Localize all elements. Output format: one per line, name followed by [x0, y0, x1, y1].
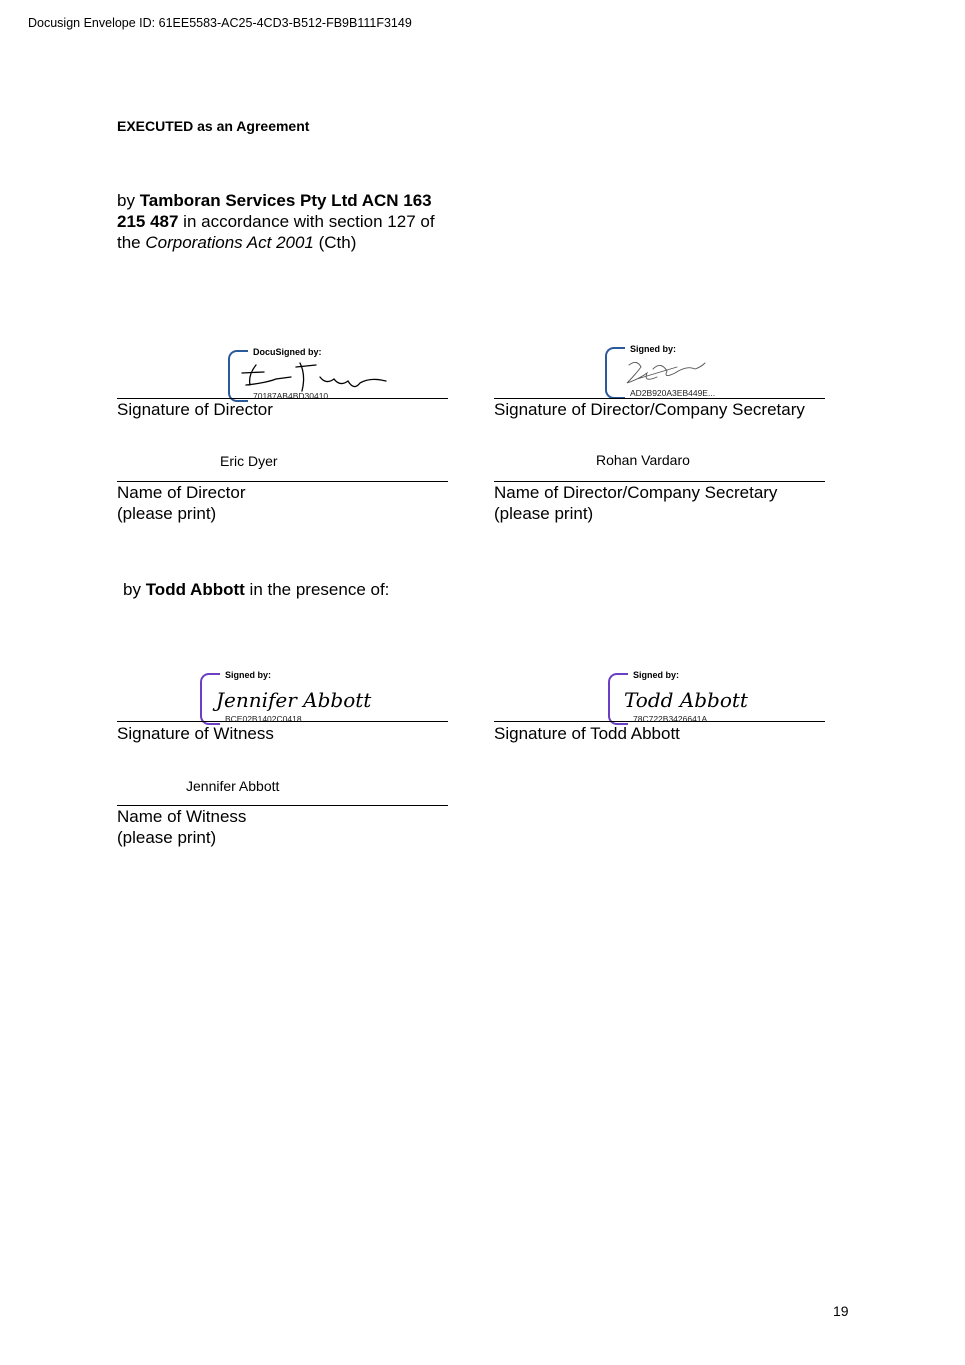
witness-signature-line — [117, 721, 448, 722]
secretary-signature-caption: Signature of Director/Company Secretary — [494, 400, 805, 419]
document-heading: EXECUTED as an Agreement — [117, 118, 310, 134]
director-sig-label: DocuSigned by: — [253, 347, 322, 357]
witness-sig-id: BCE02B1402C0418... — [225, 714, 309, 724]
company-execution-clause: by Tamboran Services Pty Ltd ACN 163 215 487 in accordance with section 127 of the Corporations Act 2001 (Cth) — [117, 191, 435, 252]
secretary-signature-scribble — [617, 355, 717, 391]
svg-text:Jennifer Abbott: Jennifer Abbott — [216, 688, 372, 712]
company-name: Tamboran Services Pty Ltd ACN 163 215 487 — [117, 191, 432, 231]
signer-signature-line — [494, 721, 825, 722]
director-sig-id: 70187AB4BD30410... — [253, 391, 336, 401]
signer-signature-caption: Signature of Todd Abbott — [494, 724, 680, 743]
svg-text:Todd Abbott: Todd Abbott — [624, 688, 748, 712]
signer-sig-id: 78C722B3426641A... — [633, 714, 715, 724]
signer-sig-label: Signed by: — [633, 670, 680, 680]
individual-execution-clause: by Todd Abbott in the presence of: — [123, 580, 390, 599]
secretary-printed-name: Rohan Vardaro — [596, 452, 690, 468]
witness-printed-name: Jennifer Abbott — [186, 778, 280, 794]
director-signature-scribble — [236, 355, 406, 395]
witness-signature-caption: Signature of Witness — [117, 724, 274, 743]
director-printed-name: Eric Dyer — [220, 453, 278, 469]
individual-name: Todd Abbott — [145, 580, 245, 599]
page-number: 19 — [833, 1303, 849, 1319]
envelope-id: Docusign Envelope ID: 61EE5583-AC25-4CD3-B512-FB9B111F3149 — [28, 16, 412, 30]
director-name-caption: Name of Director (please print) — [117, 483, 246, 523]
director-signature-caption: Signature of Director — [117, 400, 273, 419]
signer-signature-script — [622, 681, 748, 715]
secretary-sig-id: AD2B920A3EB449E... — [630, 388, 716, 398]
act-name: Corporations Act 2001 — [145, 233, 314, 252]
witness-signature-script — [214, 681, 372, 715]
secretary-name-caption: Name of Director/Company Secretary (please print) — [494, 483, 778, 523]
witness-name-caption: Name of Witness (please print) — [117, 807, 247, 847]
witness-sig-label: Signed by: — [225, 670, 272, 680]
secretary-sig-label: Signed by: — [630, 344, 677, 354]
